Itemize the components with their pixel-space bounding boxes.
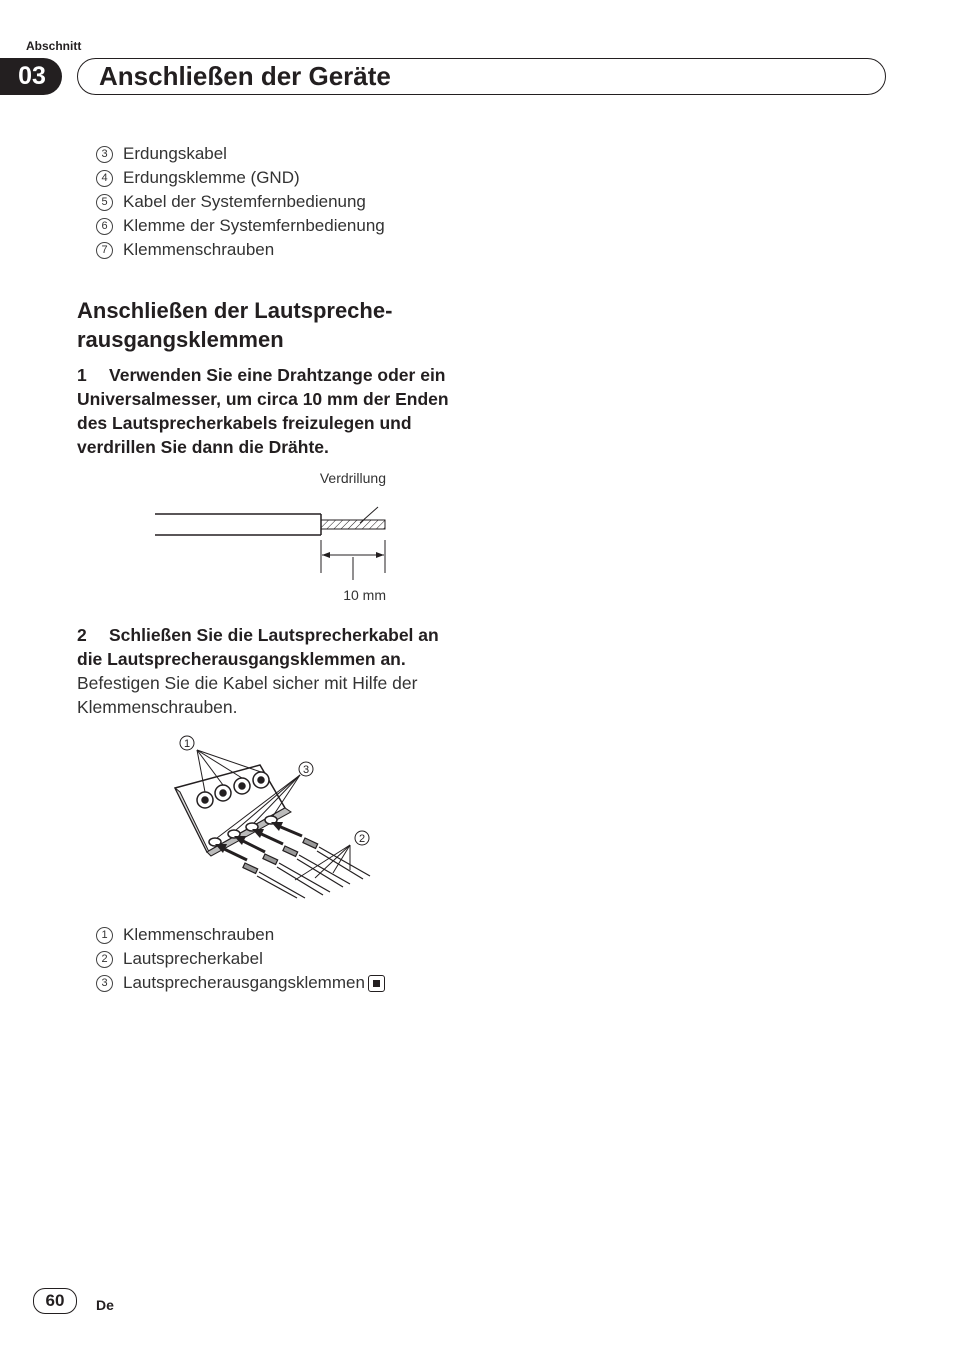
circled-number: 5 xyxy=(96,194,113,211)
list-item xyxy=(96,166,385,190)
circled-number: 1 xyxy=(96,927,113,944)
speaker-wires xyxy=(243,838,370,898)
page-number: 60 xyxy=(33,1288,77,1314)
step-text: Schließen Sie die Lautsprecherkabel an die Lautsprecherausgangsklemmen an. xyxy=(77,625,439,669)
list-item xyxy=(96,238,385,262)
list-item-label: Erdungskabel xyxy=(123,144,227,163)
list-item xyxy=(96,190,385,214)
list-item-label: Kabel der Systemfernbedienung xyxy=(123,192,366,211)
step-2-body: Befestigen Sie die Kabel sicher mit Hilfe der Klemmenschrauben. xyxy=(77,673,418,717)
list-item xyxy=(96,971,385,995)
list-item-label: Klemmenschrauben xyxy=(123,925,275,944)
section-label: Abschnitt xyxy=(26,39,82,53)
list-item-label: Klemme der Systemfernbedienung xyxy=(123,216,385,235)
list-item xyxy=(96,947,385,971)
language-code: De xyxy=(96,1297,114,1313)
list-item-label: Lautsprecherausgangsklemmen xyxy=(123,973,365,992)
circled-number: 4 xyxy=(96,170,113,187)
length-label: 10 mm xyxy=(343,587,386,603)
callout-1: 1 xyxy=(183,738,191,750)
step-1 xyxy=(77,363,467,459)
step-number: 1 xyxy=(77,365,87,385)
chapter-title: Anschließen der Geräte xyxy=(99,61,391,91)
end-of-section-icon xyxy=(368,975,385,992)
callout-3: 3 xyxy=(302,764,310,776)
step-number: 2 xyxy=(77,625,87,645)
arrow-icon xyxy=(376,552,384,558)
circled-number: 2 xyxy=(96,951,113,968)
twist-label: Verdrillung xyxy=(319,470,386,486)
circled-number: 3 xyxy=(96,146,113,163)
callout-2: 2 xyxy=(358,833,366,845)
list-item-label: Klemmenschrauben xyxy=(123,240,275,259)
list-item xyxy=(96,923,385,947)
arrow-icon xyxy=(322,552,330,558)
top-legend-list xyxy=(96,142,385,262)
list-item-label: Lautsprecherkabel xyxy=(123,949,263,968)
bottom-legend-list xyxy=(96,923,385,995)
twisted-wire xyxy=(321,520,385,529)
list-item xyxy=(96,142,385,166)
section-heading-line: Anschließen der Lautspreche- xyxy=(77,298,393,323)
step-text: Verwenden Sie eine Drahtzange oder ein Universalmesser, um circa 10 mm der Enden des Lautsprecherkabels freizulegen und verdrillen Sie dann die Drähte. xyxy=(77,365,449,457)
circled-number: 3 xyxy=(96,975,113,992)
list-item-label: Erdungsklemme (GND) xyxy=(123,168,300,187)
wire-strip-diagram xyxy=(150,465,400,610)
step-2 xyxy=(77,623,467,671)
section-heading-line: rausgangsklemmen xyxy=(77,327,284,352)
chapter-number-badge: 03 xyxy=(0,58,62,95)
section-heading xyxy=(77,296,477,354)
circled-number: 7 xyxy=(96,242,113,259)
terminal-connection-diagram xyxy=(165,730,385,900)
circled-number: 6 xyxy=(96,218,113,235)
list-item xyxy=(96,214,385,238)
